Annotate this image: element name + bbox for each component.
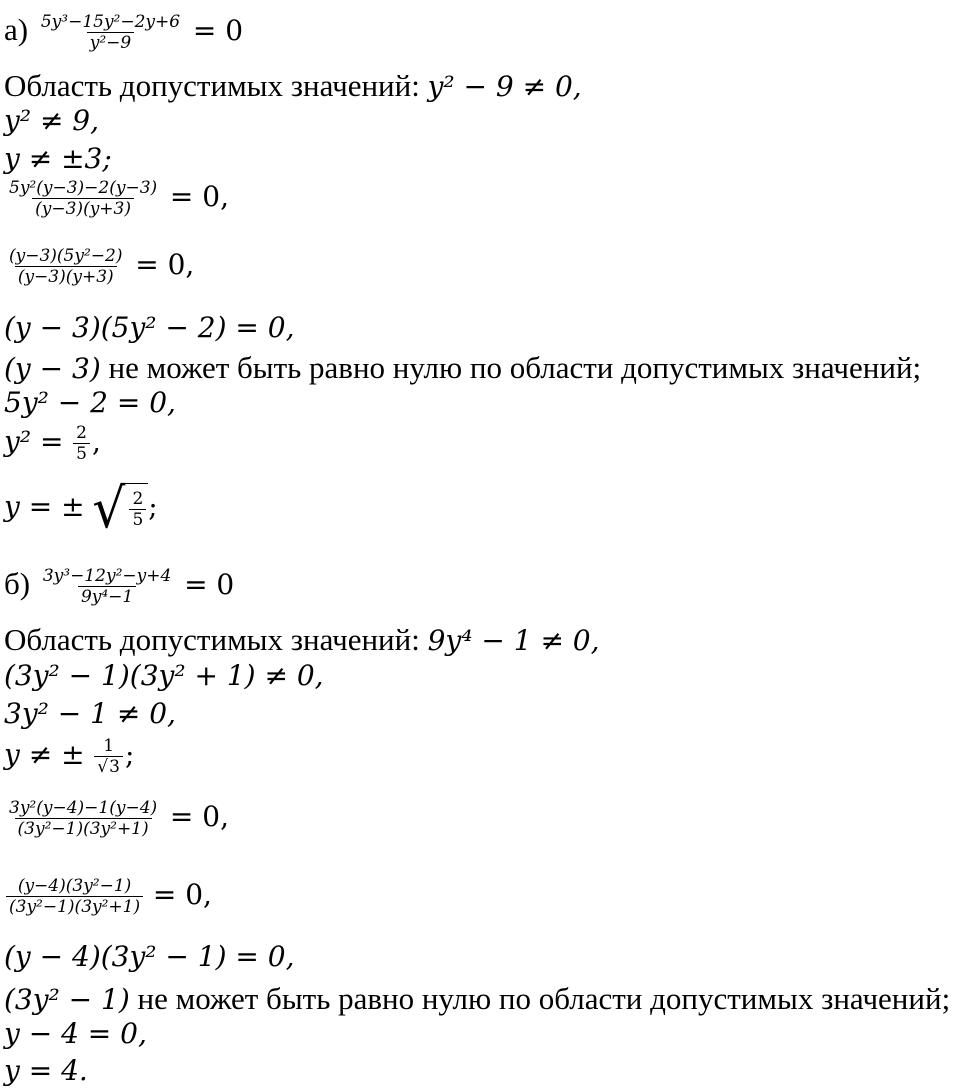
a-fraction-2-rhs: = 0, — [135, 248, 195, 282]
b-line-5-denominator: √3 — [94, 756, 123, 776]
a-odz-label: Область допустимых значений: — [4, 68, 420, 103]
b-equation-rhs: = 0 — [184, 568, 235, 602]
a-line-8-math: (y − 3) — [4, 352, 101, 385]
a-line-3: y² ≠ 9, — [4, 104, 100, 137]
b-equation-denominator: 9y⁴−1 — [78, 586, 136, 606]
a-line-10-denominator: 5 — [73, 443, 90, 463]
b-line-9 — [4, 983, 950, 1014]
a-fraction-1 — [6, 180, 160, 218]
b-line-10: y − 4 = 0, — [4, 1017, 147, 1050]
b-line-5-fraction — [94, 738, 123, 776]
a-line-9: 5y² − 2 = 0, — [4, 386, 176, 419]
b-line-8: (y − 4)(3y² − 1) = 0, — [4, 940, 295, 973]
b-line-5-numerator: 1 — [103, 736, 115, 756]
a-equation-line — [4, 14, 243, 52]
b-fraction-1-line — [4, 800, 229, 838]
a-odz-line — [4, 70, 582, 101]
a-line-11-fraction — [129, 488, 146, 530]
a-line-11 — [4, 477, 158, 541]
b-line-5-lhs: y ≠ ± — [4, 738, 85, 772]
b-fraction-1-numerator: 3y²(y−4)−1(y−4) — [9, 798, 158, 818]
a-line-4: y ≠ ±3; — [4, 142, 112, 175]
sqrt-icon — [92, 477, 148, 541]
a-line-10-fraction — [73, 425, 90, 463]
b-label: б) — [4, 566, 31, 602]
a-line-8-text: не может быть равно нулю по области допустимых значений; — [108, 350, 922, 385]
a-fraction-1-line — [4, 180, 229, 218]
a-fraction-2-numerator: (y−3)(5y²−2) — [9, 246, 123, 266]
b-fraction-2-line — [4, 878, 212, 916]
a-line-7: (y − 3)(5y² − 2) = 0, — [4, 311, 295, 344]
b-equation-line — [4, 568, 234, 606]
b-line-4: 3y² − 1 ≠ 0, — [4, 697, 176, 730]
a-fraction-1-rhs: = 0, — [169, 180, 229, 214]
a-equation-denominator: y²−9 — [87, 32, 134, 52]
b-line-5 — [4, 738, 134, 776]
radical-sign: √ — [92, 477, 126, 541]
b-equation-numerator: 3y³−12y²−y+4 — [42, 566, 172, 586]
a-equation-rhs: = 0 — [192, 14, 244, 48]
b-fraction-1 — [6, 800, 160, 838]
b-line-9-text: не может быть равно нулю по области допустимых значений; — [137, 981, 951, 1016]
b-fraction-2-numerator: (y−4)(3y²−1) — [17, 876, 132, 896]
a-odz-math: y² − 9 ≠ 0, — [427, 70, 582, 103]
a-equation-fraction — [38, 14, 183, 52]
a-line-10-numerator: 2 — [76, 423, 87, 443]
b-line-9-math: (3y² − 1) — [4, 983, 130, 1016]
a-line-11-radicand — [125, 483, 148, 535]
a-line-10-end: , — [91, 425, 101, 459]
b-odz-line — [4, 624, 600, 655]
a-line-11-lhs: y = ± — [4, 490, 85, 524]
a-fraction-1-denominator: (y−3)(y+3) — [32, 198, 134, 218]
b-fraction-2 — [6, 878, 143, 916]
b-fraction-1-denominator: (3y²−1)(3y²+1) — [15, 818, 152, 838]
b-fraction-2-rhs: = 0, — [152, 878, 212, 912]
b-line-11: y = 4. — [4, 1054, 88, 1087]
b-line-5-radicand: 3 — [109, 757, 120, 777]
a-fraction-2-denominator: (y−3)(y+3) — [15, 266, 117, 286]
a-fraction-2-line — [4, 248, 194, 286]
a-fraction-2 — [6, 248, 126, 286]
a-label: а) — [4, 12, 29, 48]
b-odz-label: Область допустимых значений: — [4, 622, 420, 657]
b-line-3: (3y² − 1)(3y² + 1) ≠ 0, — [4, 659, 324, 692]
a-line-11-denominator: 5 — [129, 509, 146, 529]
b-equation-fraction — [40, 568, 174, 606]
b-fraction-2-denominator: (3y²−1)(3y²+1) — [6, 896, 143, 916]
a-equation-numerator: 5y³−15y²−2y+6 — [40, 12, 181, 32]
a-line-10-lhs: y² = — [4, 425, 64, 459]
a-line-11-numerator: 2 — [132, 488, 144, 509]
a-line-8 — [4, 352, 921, 383]
a-line-11-end: ; — [148, 490, 158, 524]
b-fraction-1-rhs: = 0, — [169, 800, 229, 834]
a-line-10 — [4, 425, 101, 463]
b-line-5-end: ; — [124, 738, 135, 772]
a-fraction-1-numerator: 5y²(y−3)−2(y−3) — [9, 178, 158, 198]
b-odz-math: 9y⁴ − 1 ≠ 0, — [427, 624, 600, 657]
